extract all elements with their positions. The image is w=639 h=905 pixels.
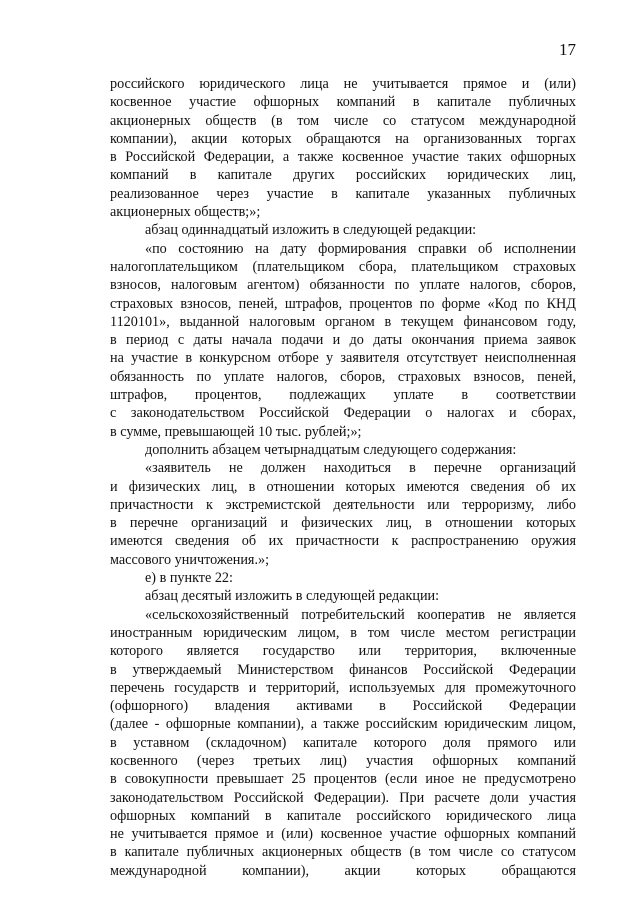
text-line: обязанность по уплате налогов, сборов, страховых взносов, пеней, <box>110 368 576 385</box>
text-line: косвенного (через третьих лиц) участия офшорных компаний <box>110 752 576 769</box>
page-number: 17 <box>559 40 576 59</box>
text-line: в утверждаемый Министерством финансов Российской Федерации <box>110 661 576 678</box>
text-line: «заявитель не должен находиться в перечне организаций <box>145 460 576 477</box>
text-line: перечень государств и территорий, используемых для промежуточного <box>110 679 576 696</box>
text-line: (далее - офшорные компании), а также российским юридическим лицом, <box>110 716 576 733</box>
text-line: акционерных обществ;»; <box>110 204 261 221</box>
text-line: массового уничтожения.»; <box>110 551 270 568</box>
text-line: и физических лиц, в отношении которых имеются сведения об их <box>110 478 576 495</box>
text-line: международной компании), акции которых обращаются <box>110 862 576 879</box>
text-line: компаний в капитале других российских юридических лиц, <box>110 167 576 184</box>
text-line: на участие в конкурсном отборе у заявителя отсутствует неисполненная <box>110 350 576 367</box>
text-line: 1120101», выданной налоговым органом в текущем финансовом году, <box>110 313 576 330</box>
text-line: акционерных обществ (в том числе со статусом международной <box>110 112 576 129</box>
text-line: в перечне организаций и физических лиц, в отношении которых <box>110 515 576 532</box>
text-line: офшорных компаний в капитале российского юридического лица <box>110 807 576 824</box>
text-line: с законодательством Российской Федерации о налогах и сборах, <box>110 405 576 422</box>
text-line: абзац одиннадцатый изложить в следующей редакции: <box>145 222 477 239</box>
text-line: не учитывается прямое и (или) косвенное участие офшорных компаний <box>110 826 576 843</box>
text-line: косвенное участие офшорных компаний в капитале публичных <box>110 94 576 111</box>
text-line: имеются сведения об их причастности к распространению оружия <box>110 533 576 550</box>
text-line: в капитале публичных акционерных обществ (в том числе со статусом <box>110 844 576 861</box>
text-line: законодательством Российской Федерации). При расчете доли участия <box>110 789 576 806</box>
text-line: причастности к экстремистской деятельности или терроризму, либо <box>110 496 576 513</box>
text-line: которого является государство или территория, включенные <box>110 643 576 660</box>
text-line: «сельскохозяйственный потребительский кооператив не является <box>145 606 576 623</box>
text-line: страховых взносов, пеней, штрафов, процентов по форме «Код по КНД <box>110 295 576 312</box>
text-line: в Российской Федерации, а также косвенное участие таких офшорных <box>110 149 576 166</box>
text-line: в совокупности превышает 25 процентов (если иное не предусмотрено <box>110 771 576 788</box>
text-line: в уставном (складочном) капитале которого доля прямого или <box>110 734 576 751</box>
text-line: (офшорного) владения активами в Российской Федерации <box>110 698 576 715</box>
text-line: «по состоянию на дату формирования справки об исполнении <box>145 240 576 257</box>
text-line: е) в пункте 22: <box>145 570 233 587</box>
text-line: взносов, налоговым агентом) обязанности по уплате налогов, сборов, <box>110 277 576 294</box>
text-line: дополнить абзацем четырнадцатым следующего содержания: <box>145 441 517 458</box>
text-line: в сумме, превышающей 10 тыс. рублей;»; <box>110 423 362 440</box>
text-line: компании), акции которых обращаются на организованных торгах <box>110 130 576 147</box>
text-line: реализованное через участие в капитале указанных публичных <box>110 185 576 202</box>
document-body <box>110 75 576 880</box>
text-line: российского юридического лица не учитывается прямое и (или) <box>110 76 576 92</box>
text-line: штрафов, процентов, подлежащих уплате в соответствии <box>110 387 576 404</box>
text-line: абзац десятый изложить в следующей редакции: <box>145 588 440 605</box>
text-line: в период с даты начала подачи и до даты окончания приема заявок <box>110 332 576 349</box>
text-line: иностранным юридическим лицом, в том числе местом регистрации <box>110 624 576 641</box>
text-line: налогоплательщиком (плательщиком сбора, плательщиком страховых <box>110 258 576 275</box>
